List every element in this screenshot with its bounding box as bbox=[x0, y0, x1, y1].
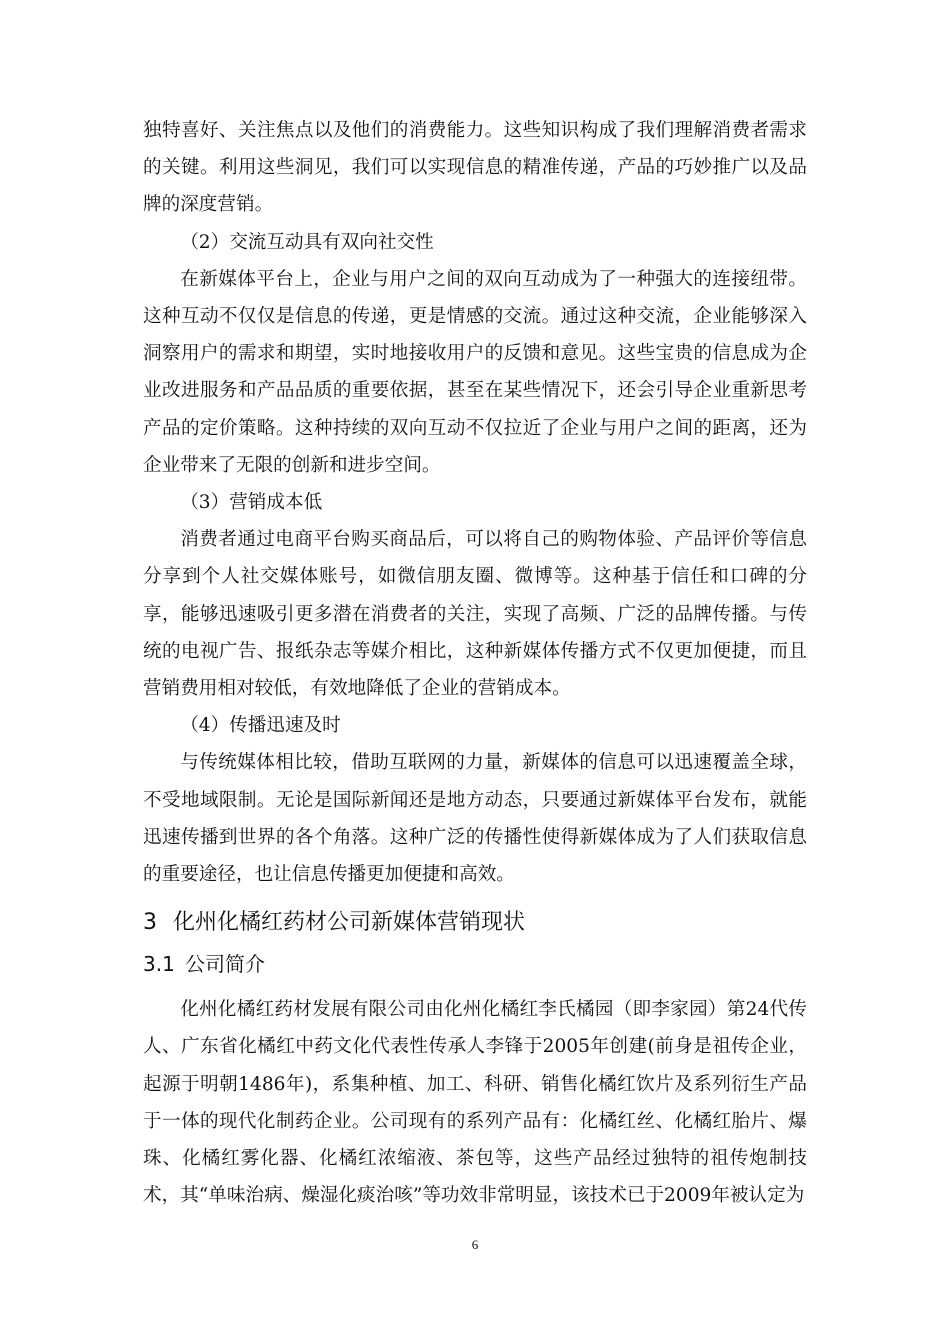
subheading-2: （2）交流互动具有双向社交性 bbox=[180, 231, 434, 253]
section-number: 3 bbox=[143, 910, 157, 936]
paragraph-2: 在新媒体平台上，企业与用户之间的双向互动成为了一种强大的连接纽带。这种互动不仅仅是信息的传递，更是情感的交流。通过这种交流，企业能够深入洞察用户的需求和期望，实时地接收用户的反馈和意见。这些宝贵的信息成为企业改进服务和产品品质的重要依据，甚至在某些情况下，还会引导企业重新思考产品的定价策略。这种持续的双向互动不仅拉近了企业与用户之间的距离，还为企业带来了无限的创新和进步空间。 bbox=[143, 268, 807, 476]
subsection-number: 3.1 bbox=[143, 952, 175, 977]
section-title: 化州化橘红药材公司新媒体营销现状 bbox=[173, 910, 526, 936]
subsection-title: 公司简介 bbox=[185, 952, 265, 977]
subheading-4: （4）传播迅速及时 bbox=[180, 715, 341, 737]
paragraph-5: 化州化橘红药材发展有限公司由化州化橘红李氏橘园（即李家园）第24代传人、广东省化橘红中药文化代表性传承人李锋于2005年创建(前身是祖传企业，起源于明朝1486年)，系集种植、加工、科研、销售化橘红饮片及系列衍生产品于一体的现代化制药企业。公司现有的系列产品有：化橘红丝、化橘红胎片、爆珠、化橘红雾化器、化橘红浓缩液、茶包等，这些产品经过独特的祖传炮制技术，其“单味治病、燥湿化痰治咳”等功效非常明显，该技术已于2009年被认定为 bbox=[143, 999, 807, 1207]
page-number: 6 bbox=[471, 1237, 479, 1252]
paragraph-4: 与传统媒体相比较，借助互联网的力量，新媒体的信息可以迅速覆盖全球，不受地域限制。无论是国际新闻还是地方动态，只要通过新媒体平台发布，就能迅速传播到世界的各个角落。这种广泛的传播性使得新媒体成为了人们获取信息的重要途径，也让信息传播更加便捷和高效。 bbox=[143, 752, 807, 886]
subsection-heading-3-1 bbox=[143, 951, 807, 977]
paragraph-1: 独特喜好、关注焦点以及他们的消费能力。这些知识构成了我们理解消费者需求的关键。利用这些洞见，我们可以实现信息的精准传递，产品的巧妙推广以及品牌的深度营销。 bbox=[143, 120, 807, 216]
paragraph-3: 消费者通过电商平台购买商品后，可以将自己的购物体验、产品评价等信息分享到个人社交媒体账号，如微信朋友圈、微博等。这种基于信任和口碑的分享，能够迅速吸引更多潜在消费者的关注，实现了高频、广泛的品牌传播。与传统的电视广告、报纸杂志等媒介相比，这种新媒体传播方式不仅更加便捷，而且营销费用相对较低，有效地降低了企业的营销成本。 bbox=[143, 529, 807, 700]
subheading-3: （3）营销成本低 bbox=[180, 492, 323, 514]
page-body bbox=[143, 112, 807, 1214]
section-heading-3 bbox=[143, 909, 807, 937]
